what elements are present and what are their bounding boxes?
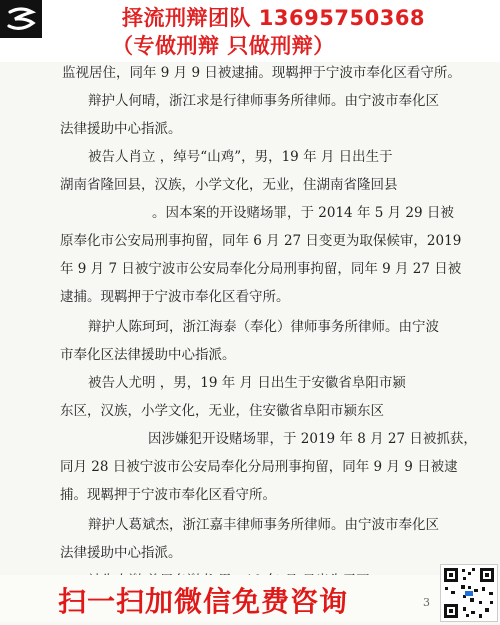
doc-line: 因涉嫌犯开设赌场罪，于 2019 年 8 月 27 日被抓获， [148,431,477,447]
doc-line: 逮捕。现羁押于宁波市奉化区看守所。 [60,289,290,305]
team-title: 择流刑辩团队 13695750368 [122,6,426,30]
page-number: 3 [423,596,430,609]
doc-line: 法律援助中心指派。 [60,545,182,561]
doc-line: 辩护人陈珂珂，浙江海泰（奉化）律师事务所律师。由宁波 [88,319,439,335]
doc-line: 监视居住，同年 9 月 9 日被逮捕。现羁押于宁波市奉化区看守所。 [62,65,461,81]
wechat-cta: 扫一扫加微信免费咨询 [58,585,349,618]
doc-line: 市奉化区法律援助中心指派。 [60,347,236,363]
doc-line: 辩护人何晴，浙江求是行律师事务所律师。由宁波市奉化区 [88,93,439,109]
doc-line: 被告人肖立 ，绰号“山鸡”，男，19 年 月 日出生于 [88,149,393,165]
qr-code-icon[interactable] [440,564,498,622]
doc-line: 被告人尤明 ，男，19 年 月 日出生于安徽省阜阳市颍 [88,375,406,391]
doc-line: 东区，汉族，小学文化，无业，住安徽省阜阳市颍东区 [60,403,384,419]
doc-line: 年 9 月 7 日被宁波市公安局奉化分局刑事拘留，同年 9 月 27 日被 [60,261,462,277]
doc-line: 原奉化市公安局刑事拘留，同年 6 月 27 日变更为取保候审，2019 [60,233,462,249]
doc-line: 湖南省隆回县，汉族，小学文化，无业，住湖南省隆回县 [60,177,398,193]
doc-line: 法律援助中心指派。 [60,121,182,137]
doc-line: 辩护人葛斌杰，浙江嘉丰律师事务所律师。由宁波市奉化区 [88,517,439,533]
doc-line: 。因本案的开设赌场罪，于 2014 年 5 月 29 日被 [152,205,454,221]
team-subtitle: （专做刑辩 只做刑辩） [112,34,335,58]
doc-line: 同月 28 日被宁波市公安局奉化分局刑事拘留，同年 9 月 9 日被逮 [60,459,458,475]
doc-line: 捕。现羁押于宁波市奉化区看守所。 [60,487,276,503]
